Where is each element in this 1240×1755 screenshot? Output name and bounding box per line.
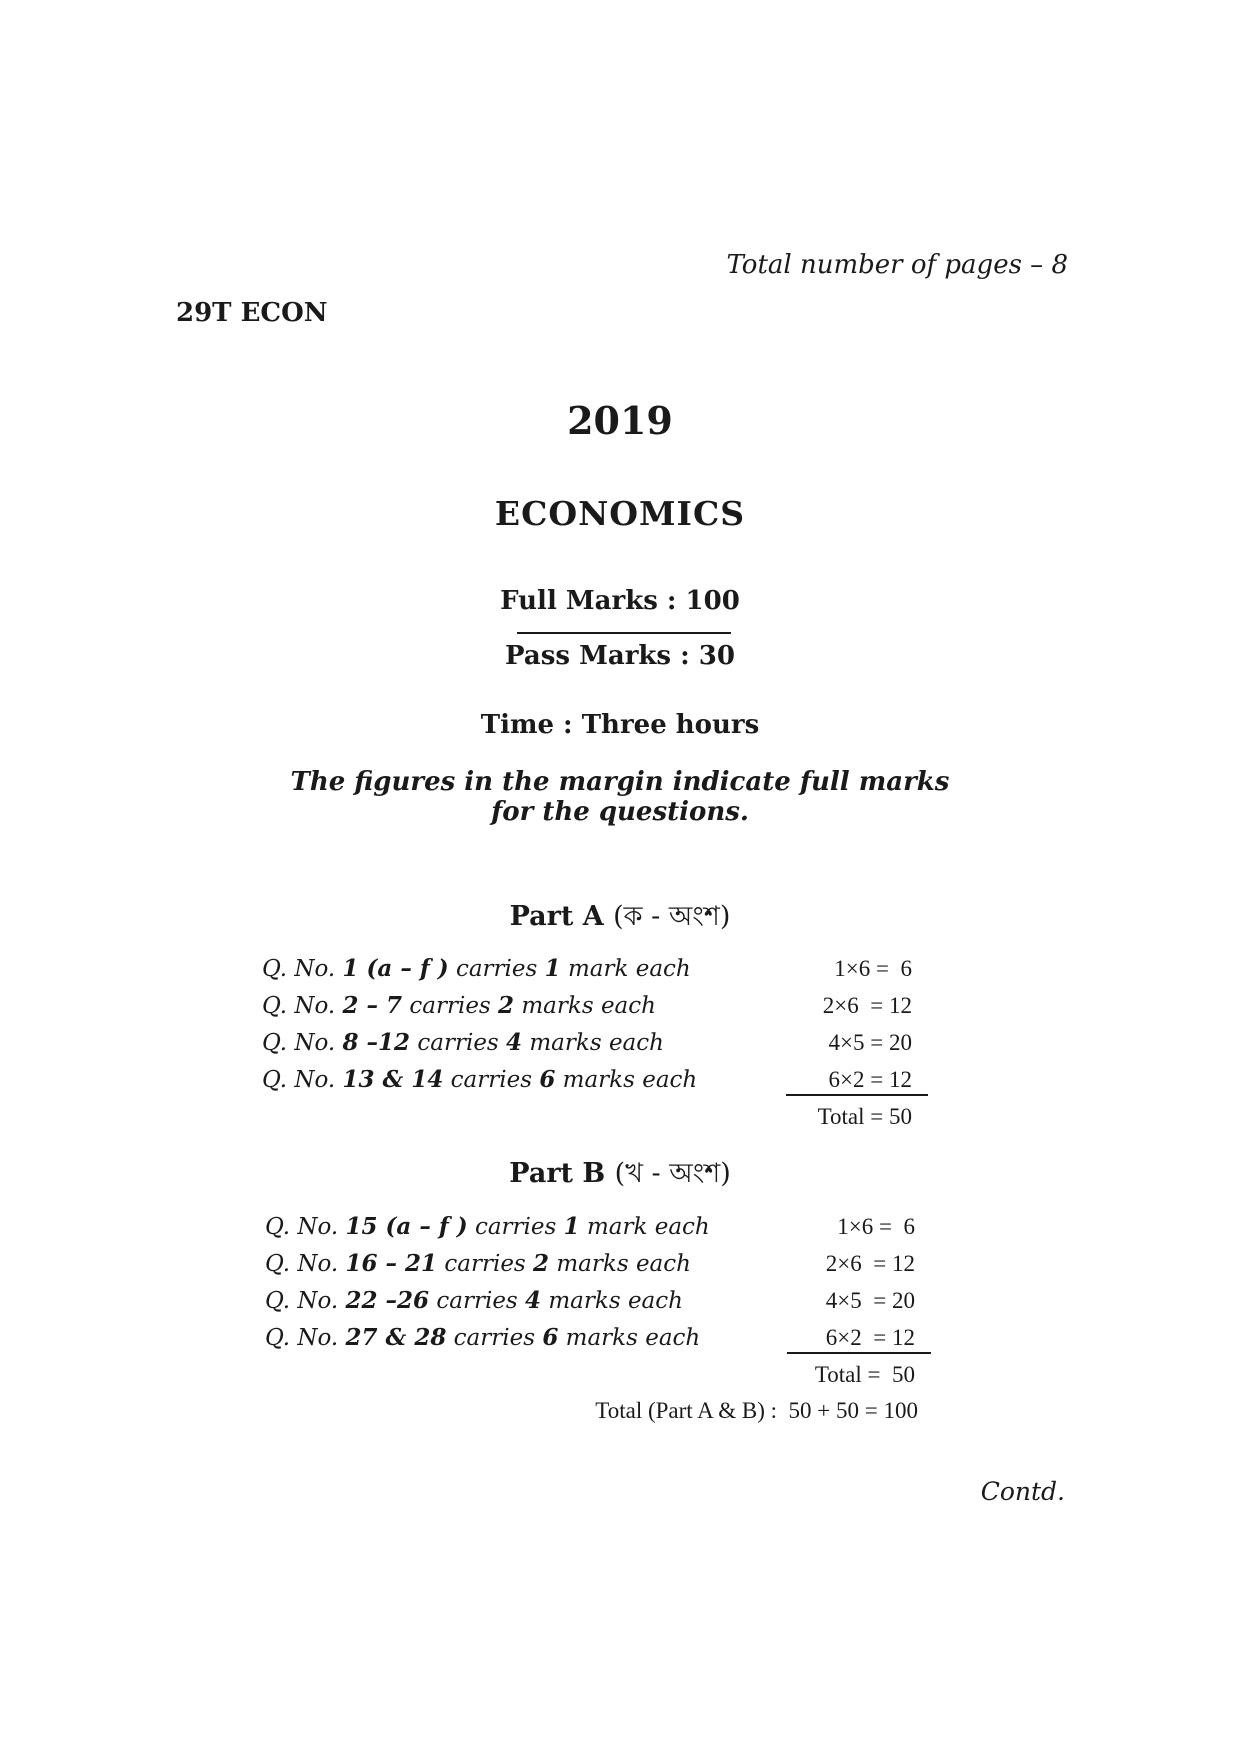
subject-title: ECONOMICS	[494, 494, 746, 533]
part-b-total-rule	[787, 1352, 931, 1354]
part-a-marks-table	[0, 950, 1240, 1098]
part-b-bengali-title: (খ - অংশ)	[614, 1158, 731, 1189]
table-row	[0, 1024, 1240, 1061]
marks-calc: 1×6 = 6	[837, 1214, 915, 1239]
part-a-heading	[0, 896, 1240, 941]
question-spec: Q. No. 2 – 7 carries 2 marks each	[262, 992, 656, 1019]
question-spec: Q. No. 16 – 21 carries 2 marks each	[265, 1250, 691, 1277]
question-spec: Q. No. 1 (a – f ) carries 1 mark each	[262, 955, 691, 982]
marks-calc: 2×6 = 12	[822, 993, 912, 1018]
question-spec: Q. No. 22 –26 carries 4 marks each	[265, 1287, 683, 1314]
grand-total-label: Total (Part A & B) :	[595, 1398, 778, 1423]
part-b-marks-table	[0, 1208, 1240, 1356]
marks-calc: 1×6 = 6	[834, 956, 912, 981]
continued-note: Contd.	[980, 1477, 1065, 1506]
table-row	[0, 1282, 1240, 1319]
question-spec: Q. No. 15 (a – f ) carries 1 mark each	[265, 1213, 710, 1240]
part-a-bengali-title: (ক - অংশ)	[613, 901, 731, 932]
paper-code: 29T ECON	[176, 298, 328, 328]
instructions	[0, 767, 1240, 827]
marks-calc: 6×2 = 12	[828, 1067, 912, 1092]
table-row	[0, 950, 1240, 987]
part-b-title: Part B	[509, 1158, 606, 1189]
question-spec: Q. No. 8 –12 carries 4 marks each	[262, 1029, 664, 1056]
grand-total	[540, 1392, 918, 1429]
question-spec: Q. No. 13 & 14 carries 6 marks each	[262, 1066, 698, 1093]
part-b-total: Total = 50	[814, 1362, 915, 1387]
part-a-total: Total = 50	[817, 1104, 912, 1129]
marks-calc: 4×5 = 20	[825, 1288, 915, 1313]
instruction-line-2: for the questions.	[491, 797, 749, 827]
part-b-heading	[0, 1153, 1240, 1198]
marks-calc: 6×2 = 12	[825, 1325, 915, 1350]
table-row	[0, 1208, 1240, 1245]
table-row	[0, 987, 1240, 1024]
exam-year: 2019	[567, 398, 673, 443]
marks-calc: 4×5 = 20	[828, 1030, 912, 1055]
exam-time: Time : Three hours	[480, 710, 760, 740]
table-row	[0, 1245, 1240, 1282]
instruction-line-1: The figures in the margin indicate full marks	[290, 767, 950, 797]
total-pages-note: Total number of pages – 8	[726, 250, 1068, 280]
marks-divider	[517, 632, 731, 634]
question-spec: Q. No. 27 & 28 carries 6 marks each	[265, 1324, 701, 1351]
full-marks: Full Marks : 100	[500, 586, 740, 616]
grand-total-value: 50 + 50 = 100	[788, 1398, 918, 1423]
table-row	[0, 1319, 1240, 1356]
table-row	[0, 1061, 1240, 1098]
marks-calc: 2×6 = 12	[825, 1251, 915, 1276]
pass-marks: Pass Marks : 30	[505, 641, 735, 671]
part-a-total-rule	[786, 1094, 928, 1096]
part-a-title: Part A	[509, 901, 604, 932]
